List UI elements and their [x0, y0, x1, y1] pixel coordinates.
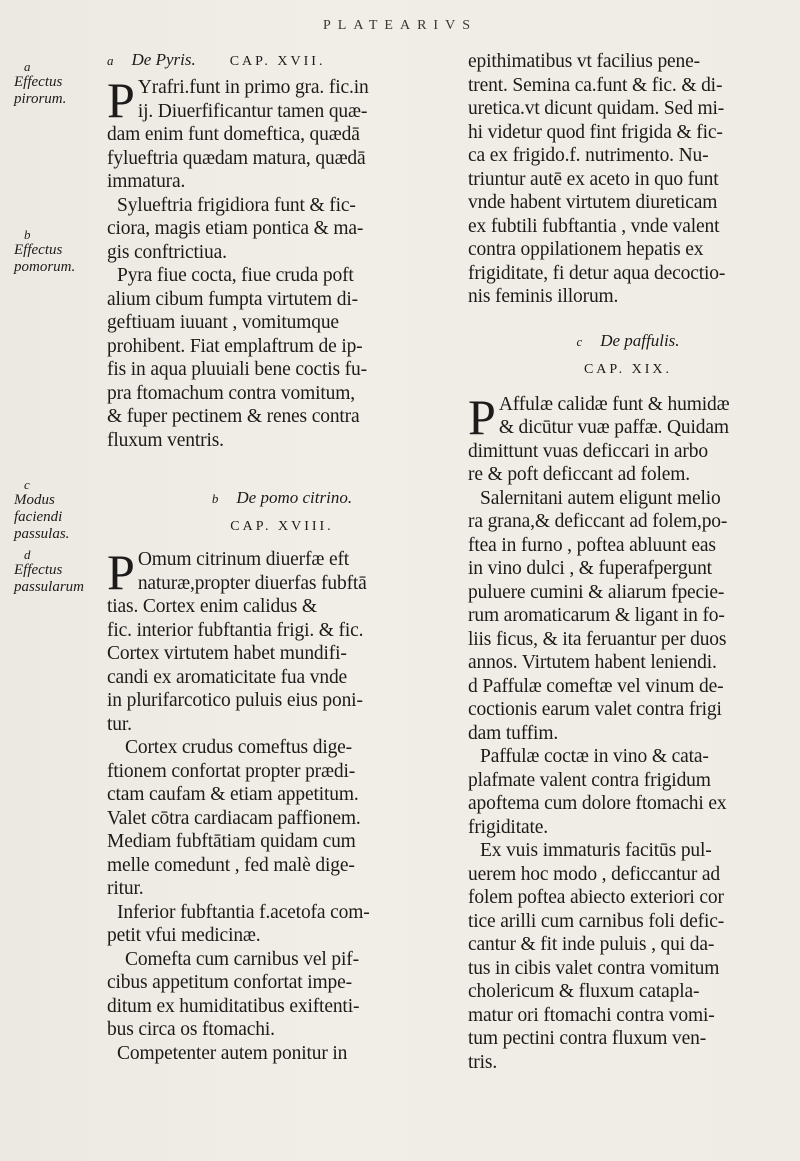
text-line: Competenter autem ponitur in — [117, 1042, 348, 1064]
text-line: Valet cōtra cardiacam paffionem. — [107, 807, 361, 829]
text-line: fis in aqua pluuiali bene coctis fu- — [107, 359, 367, 380]
margin-note-letter: d — [24, 547, 31, 562]
margin-note-text: Effectus passularum — [14, 562, 85, 595]
margin-note-text: Modus faciendi passulas. — [14, 492, 70, 542]
text-line: ex fubtili fubftantia , vnde valent — [468, 215, 720, 237]
text-line: liis ficus, & ita feruantur per duos — [468, 628, 727, 650]
text-line: & dicūtur vuæ paffæ. Quidam — [498, 417, 729, 438]
text-line: immatura. — [107, 171, 186, 192]
text-line: Omum citrinum diuerfæ eft — [137, 549, 350, 570]
text-line: frigiditate, fi detur aqua decoctio- — [468, 262, 726, 284]
chapter-heading-de-passulis — [468, 329, 788, 353]
text-line: Cortex virtutem habet mundifi- — [107, 643, 347, 664]
text-line: nis feminis illorum. — [468, 286, 619, 307]
chapter-number: CAP. XVII. — [229, 54, 326, 69]
text-line: plafmate valent contra frigidum — [468, 769, 711, 791]
text-line: pra ftomachum contra vomitum, — [107, 382, 355, 404]
text-line: vnde habent virtutem diureticam — [468, 192, 718, 213]
text-line: Sylueftria frigidiora funt & fic- — [117, 194, 356, 216]
chapter-heading-de-pyris — [107, 48, 457, 72]
chapter-number: CAP. XIX. — [583, 361, 673, 377]
text-line: Comefta cum carnibus vel pif- — [125, 948, 359, 970]
text-line: Cortex crudus comeftus dige- — [125, 737, 353, 758]
chapter-number: CAP. XVIII. — [230, 519, 334, 534]
text-line: Affulæ calidæ funt & humidæ — [498, 393, 730, 415]
text-line: uretica.vt dicunt quidam. Sed mi- — [468, 98, 725, 119]
margin-note-pirorum — [14, 60, 94, 108]
text-line: Ex vuis immaturis facitūs pul- — [480, 840, 712, 861]
text-line: annos. Virtutem habent leniendi. — [468, 652, 717, 673]
text-line: ditum ex humiditatibus exiftenti- — [107, 995, 360, 1017]
text-line: cholericum & fluxum catapla- — [468, 981, 700, 1002]
text-line: bus circa os ftomachi. — [107, 1019, 275, 1040]
margin-note-passularum — [14, 548, 104, 596]
margin-note-letter: c — [24, 477, 30, 492]
text-line: in vino dulci , & fuperafpergunt — [468, 558, 712, 579]
text-line: tum pectini contra fluxum ven- — [468, 1028, 707, 1049]
margin-note-letter: a — [24, 59, 31, 74]
text-line: tus in cibis valet contra vomitum — [468, 957, 720, 979]
text-line: coctionis earum valet contra frigi — [468, 699, 722, 720]
text-line: tice arilli cum carnibus foli defic- — [468, 910, 725, 932]
chapter-heading-de-pomo-citrino — [107, 486, 457, 510]
text-line: in plurifarcotico puluis eius poni- — [107, 690, 363, 711]
text-line: dam tuffim. — [468, 722, 559, 744]
text-line: alium cibum fumpta virtutem di- — [107, 288, 358, 310]
text-line: melle comedunt , fed malè dige- — [107, 854, 355, 876]
text-line: hi videtur quod fint frigida & fic- — [468, 121, 723, 143]
text-line: ftionem confortat propter prædi- — [107, 760, 356, 782]
text-line: apoftema cum dolore ftomachi ex — [468, 793, 727, 814]
text-line: d Paffulæ comeftæ vel vinum de- — [468, 675, 724, 697]
text-line: folem poftea abiecto exteriori cor — [468, 887, 724, 908]
text-line: petit vfui medicinæ. — [107, 925, 261, 946]
text-line: puluere cumini & aliarum fpecie- — [468, 581, 725, 603]
text-line: Pyra fiue cocta, fiue cruda poft — [117, 265, 354, 286]
text-line: Paffulæ coctæ in vino & cata- — [480, 746, 709, 767]
text-line: cantur & fit inde puluis , qui da- — [468, 934, 715, 955]
text-line: trent. Semina ca.funt & fic. & di- — [468, 74, 723, 96]
text-line: dimittunt vuas deficcari in arbo — [468, 440, 708, 462]
text-line: Inferior fubftantia f.acetofa com- — [117, 901, 370, 923]
margin-note-passulas — [14, 478, 94, 543]
drop-cap: P — [468, 388, 496, 445]
text-line: prohibent. Fiat emplaftrum de ip- — [107, 335, 363, 357]
drop-cap: P — [107, 72, 135, 128]
chapter-ref-letter: c — [576, 333, 583, 349]
left-column — [107, 48, 457, 1065]
text-line: naturæ,propter diuerfas fubftā — [137, 572, 367, 594]
chapter-title: De paffulis. — [600, 330, 680, 350]
text-line: triuntur autē ex aceto in quo funt — [468, 168, 719, 190]
text-line: contra oppilationem hepatis ex — [468, 239, 704, 260]
right-column — [468, 48, 788, 1074]
text-line: rum aromaticarum & ligant in fo- — [468, 605, 725, 626]
text-line: epithimatibus vt facilius pene- — [468, 51, 700, 72]
chapter-body-de-pomo-citrino — [107, 544, 457, 1065]
text-line: ra grana,& deficcant ad folem,po- — [468, 511, 728, 532]
text-line: tris. — [468, 1051, 498, 1073]
text-line: ritur. — [107, 878, 144, 899]
text-line: ftea in furno , poftea abluunt eas — [468, 534, 716, 556]
text-line: gis conftrictiua. — [107, 241, 227, 263]
text-line: re & poft deficcant ad folem. — [468, 464, 690, 485]
margin-note-text: Effectus pomorum. — [14, 242, 76, 275]
text-line: fic. interior fubftantia frigi. & fic. — [107, 619, 364, 641]
chapter-title: De pomo citrino. — [236, 488, 353, 507]
chapter-ref-letter: a — [107, 53, 114, 68]
left-margin — [0, 0, 110, 1161]
text-line: ca ex frigido.f. nutrimento. Nu- — [468, 145, 709, 166]
chapter-body-de-passulis — [468, 388, 788, 1075]
text-line: Salernitani autem eligunt melio — [480, 487, 721, 509]
running-head — [0, 18, 800, 34]
continued-text — [468, 50, 788, 309]
text-line: ciora, magis etiam pontica & ma- — [107, 218, 364, 239]
text-line: dam enim funt domeftica, quædā — [107, 124, 360, 145]
text-line: & fuper pectinem & renes contra — [107, 406, 360, 427]
text-line: uerem hoc modo , deficcantur ad — [468, 863, 720, 885]
text-line: geftiuam iuuant , vomitumque — [107, 312, 339, 333]
text-line: tias. Cortex enim calidus & — [107, 596, 317, 617]
running-head-text: PLATEARIVS — [322, 18, 477, 33]
chapter-title: De Pyris. — [131, 50, 196, 69]
text-line: cibus appetitum confortat impe- — [107, 972, 352, 993]
margin-note-letter: b — [24, 227, 31, 242]
text-line: frigiditate. — [468, 816, 548, 838]
text-line: Mediam fubftātiam quidam cum — [107, 831, 356, 852]
chapter-ref-letter: b — [211, 491, 219, 506]
margin-note-pomorum — [14, 228, 94, 276]
text-line: Yrafri.funt in primo gra. fic.in — [137, 77, 369, 98]
text-line: candi ex aromaticitate fua vnde — [107, 666, 348, 688]
text-line: fylueftria quædam matura, quædā — [107, 147, 366, 169]
text-line: fluxum ventris. — [107, 429, 224, 451]
drop-cap: P — [107, 544, 135, 600]
chapter-body-de-pyris — [107, 72, 457, 452]
margin-note-text: Effectus pirorum. — [14, 74, 67, 107]
text-line: tur. — [107, 713, 132, 735]
text-line: ctam caufam & etiam appetitum. — [107, 784, 359, 805]
text-line: matur ori ftomachi contra vomi- — [468, 1004, 715, 1026]
text-line: ij. Diuerfificantur tamen quæ- — [137, 100, 368, 122]
